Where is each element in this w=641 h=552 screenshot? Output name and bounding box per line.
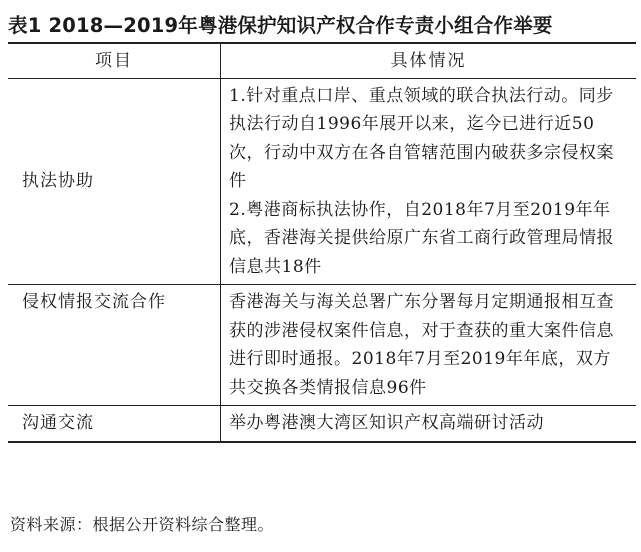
detail-paragraph: 举办粤港澳大湾区知识产权高端研讨活动	[229, 413, 544, 433]
row-item-label: 沟通交流	[8, 406, 221, 442]
source-note: 资料来源：根据公开资料综合整理。	[10, 515, 275, 534]
column-header-details: 具体情况	[221, 43, 637, 78]
row-item-label: 执法协助	[8, 78, 221, 285]
cooperation-table	[8, 42, 636, 443]
column-header-item: 项目	[8, 43, 221, 78]
table-title: 表1 2018—2019年粤港保护知识产权合作专责小组合作举要	[8, 14, 553, 37]
row-details	[221, 78, 637, 285]
table-row	[8, 78, 636, 285]
detail-paragraph: 香港海关与海关总署广东分署每月定期通报相互查获的涉港侵权案件信息，对于查获的重大案件信息进行即时通报。2018年7月至2019年年底，双方共交换各类情报信息96件	[229, 292, 614, 398]
detail-paragraph: 2.粤港商标执法协作，自2018年7月至2019年年底，香港海关提供给原广东省工商行政管理局情报信息共18件	[229, 199, 614, 277]
row-item-label: 侵权情报交流合作	[8, 285, 221, 406]
table-header-row	[8, 43, 636, 78]
detail-paragraph: 1.针对重点口岸、重点领域的联合执法行动。同步执法行动自1996年展开以来，迄今已进行近50次，行动中双方在各自管辖范围内破获多宗侵权案件	[229, 85, 614, 191]
table-row	[8, 406, 636, 442]
table-row	[8, 285, 636, 406]
row-details	[221, 406, 637, 442]
row-details	[221, 285, 637, 406]
